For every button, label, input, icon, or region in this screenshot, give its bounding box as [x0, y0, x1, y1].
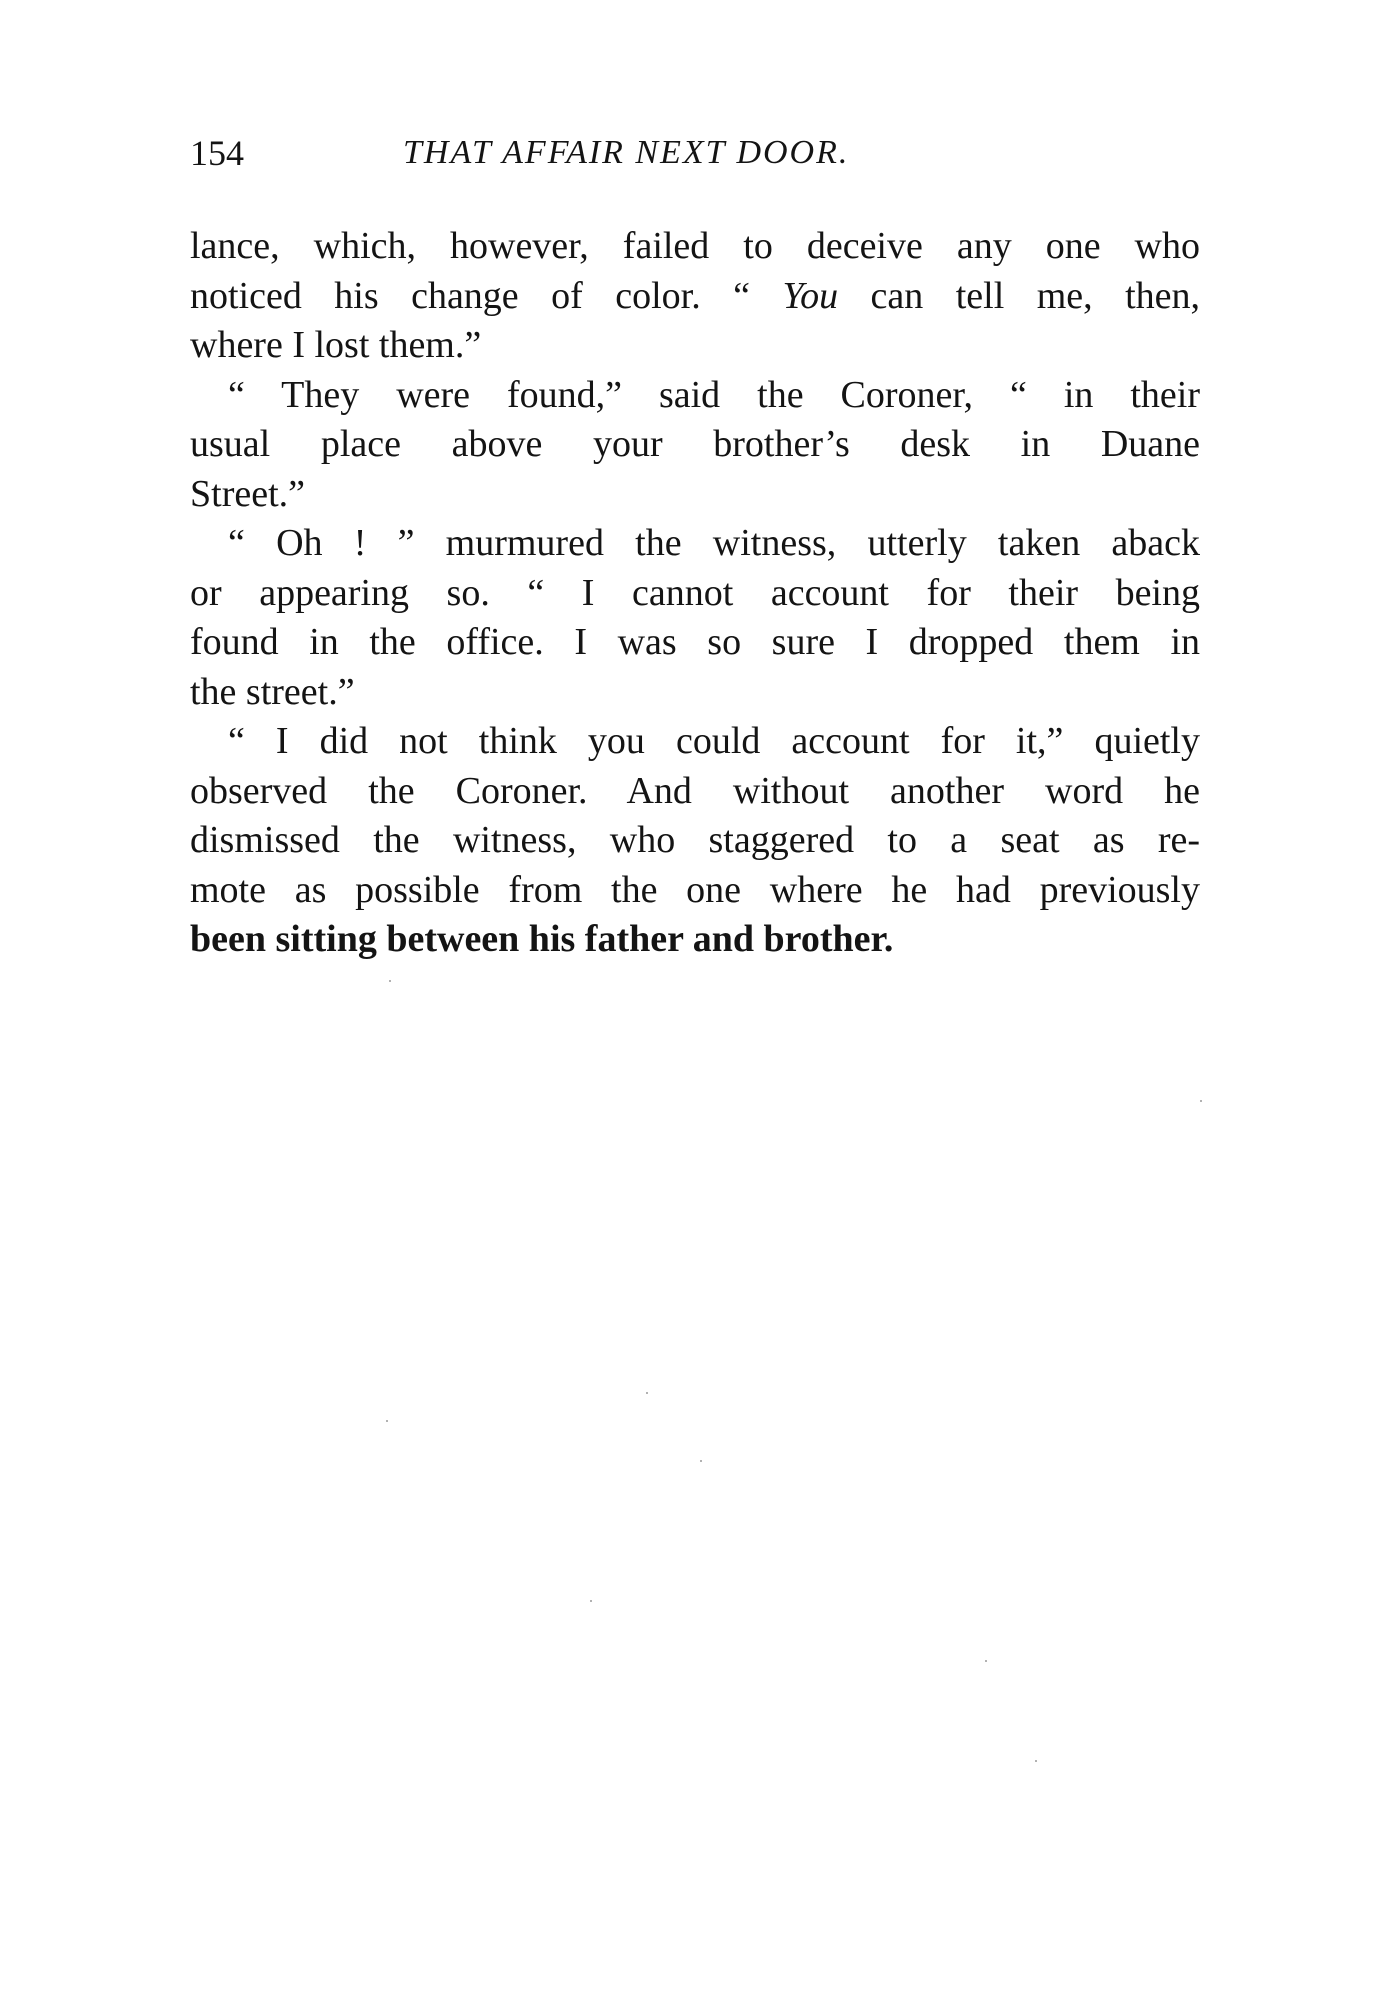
text-line: [190, 272, 1200, 322]
text-line: been sitting between his father and brother.: [190, 918, 894, 960]
text-line: dismissed the witness, who staggered to a seat as re-: [190, 819, 1200, 861]
paper-speck: [1200, 1100, 1202, 1102]
text-line: lance, which, however, failed to deceive any one who: [190, 225, 1200, 267]
text-segment: noticed his change of color. “: [190, 274, 783, 317]
paper-speck: [646, 1392, 648, 1394]
text-segment: can tell me, then,: [838, 274, 1200, 317]
paper-speck: [386, 1420, 388, 1422]
running-head: [190, 128, 1200, 178]
text-line: “ Oh ! ” murmured the witness, utterly taken aback: [228, 522, 1200, 564]
text-line: “ I did not think you could account for it,” quietly: [228, 720, 1200, 762]
paper-speck: [389, 980, 391, 982]
text-line: observed the Coroner. And without another word he: [190, 769, 1200, 812]
text-line: or appearing so. “ I cannot account for their being: [190, 571, 1200, 614]
paper-speck: [985, 1660, 987, 1662]
text-line: where I lost them.”: [190, 324, 482, 366]
page-number: 154: [190, 133, 244, 173]
paper-speck: [1035, 1760, 1037, 1762]
text-line: usual place above your brother’s desk in Duane: [190, 423, 1200, 465]
paper-speck: [700, 1460, 702, 1462]
text-line: mote as possible from the one where he had previously: [190, 868, 1200, 911]
text-line: the street.”: [190, 670, 355, 713]
text-line: “ They were found,” said the Coroner, “ in their: [228, 373, 1200, 416]
emphasis-word: You: [782, 274, 839, 317]
paper-speck: [590, 1600, 592, 1602]
text-line: found in the office. I was so sure I dropped them in: [190, 621, 1200, 663]
running-title: THAT AFFAIR NEXT DOOR.: [403, 134, 850, 171]
text-line: Street.”: [190, 472, 306, 515]
body-text: [190, 222, 1200, 965]
